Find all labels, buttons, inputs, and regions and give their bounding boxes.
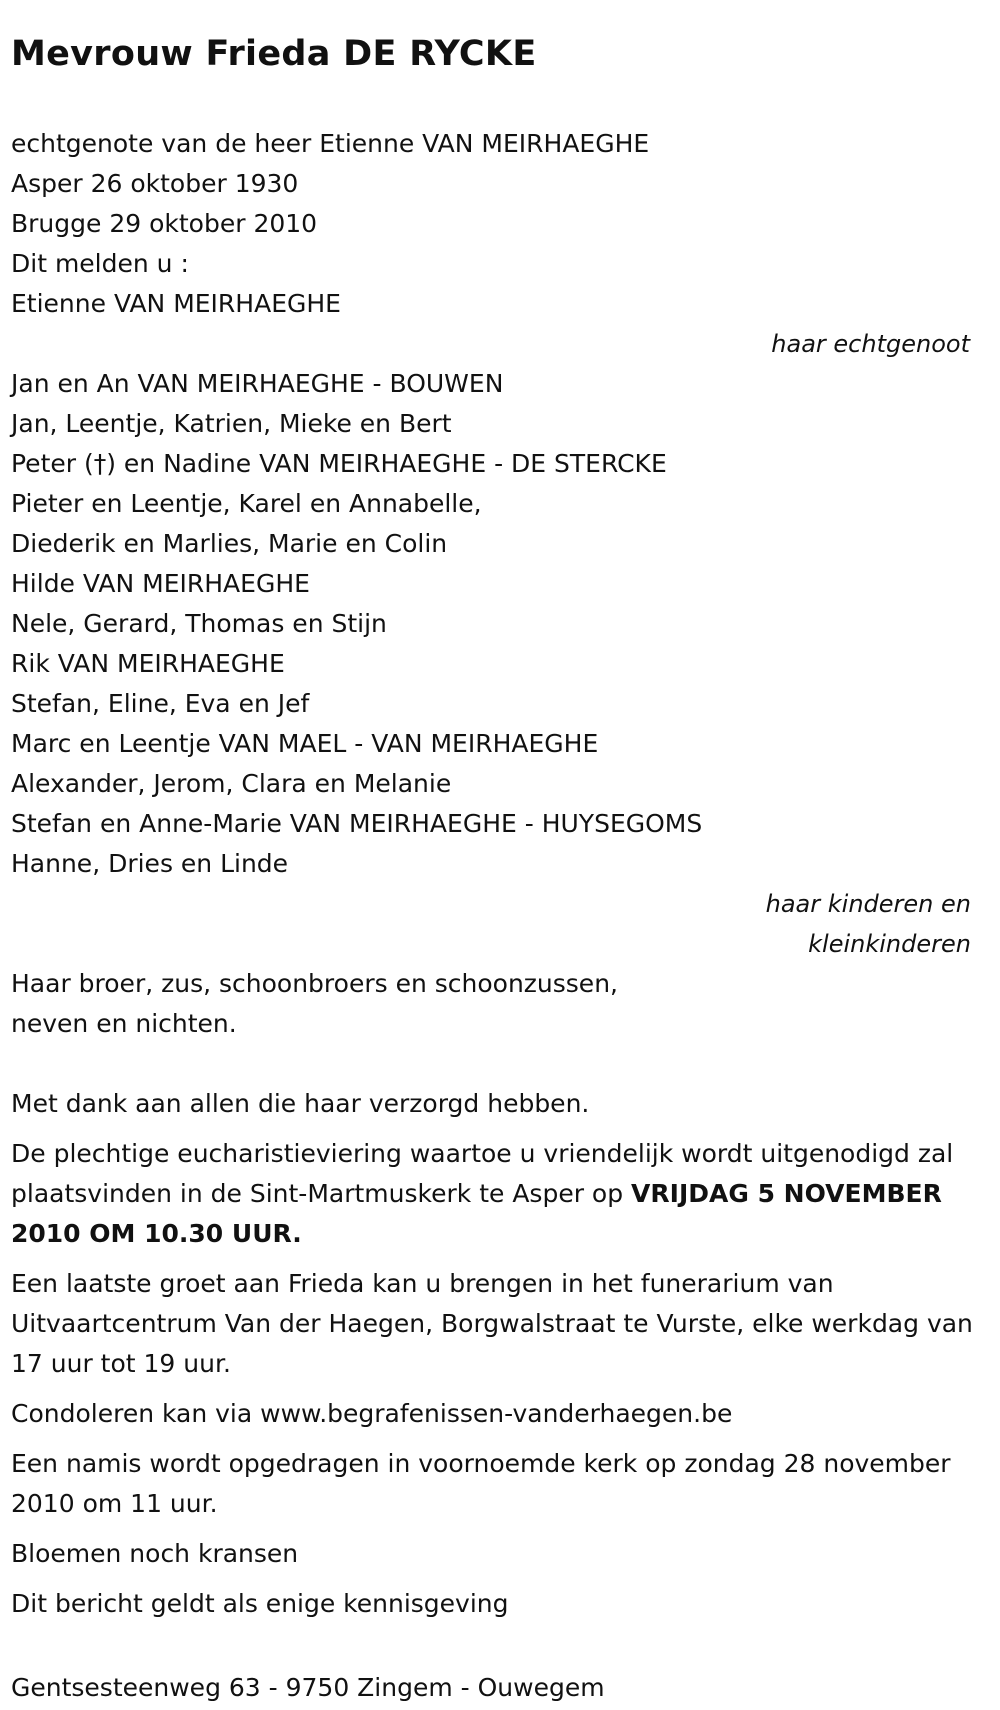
- ceremony-text: De plechtige eucharistieviering waartoe u vriendelijk wordt uitgenodigd zal plaatsvinden in de Sint-Martmuskerk te Asper op: [11, 1139, 954, 1208]
- birth-date-line: Asper 26 oktober 1930: [11, 169, 299, 198]
- family-line: Rik VAN MEIRHAEGHE: [11, 649, 285, 678]
- thanks-paragraph: Met dank aan allen die haar verzorgd hebben.: [11, 1089, 590, 1118]
- condolences-paragraph: Condoleren kan via www.begrafenissen-vanderhaegen.be: [11, 1399, 733, 1428]
- page-title: Mevrouw Frieda DE RYCKE: [11, 34, 537, 74]
- section-spacer: [11, 1044, 990, 1084]
- spouse-relation: haar echtgenoot: [771, 330, 970, 358]
- family-line: Jan, Leentje, Katrien, Mieke en Bert: [11, 409, 452, 438]
- death-date-line: Brugge 29 oktober 2010: [11, 209, 318, 238]
- children-relation-line-2: kleinkinderen: [808, 930, 971, 958]
- family-line: Nele, Gerard, Thomas en Stijn: [11, 609, 387, 638]
- ceremony-date-time: VRIJDAG 5 NOVEMBER 2010 OM 10.30 UUR.: [11, 1179, 942, 1248]
- notice-paragraph: Dit bericht geldt als enige kennisgeving: [11, 1589, 509, 1618]
- extended-family-line-2: neven en nichten.: [11, 1009, 237, 1038]
- spouse-block: [11, 284, 990, 364]
- family-line: Peter (†) en Nadine VAN MEIRHAEGHE - DE STERCKE: [11, 449, 667, 478]
- announcement-intro: Dit melden u :: [11, 249, 189, 278]
- family-line: Diederik en Marlies, Marie en Colin: [11, 529, 448, 558]
- family-line: Alexander, Jerom, Clara en Melanie: [11, 769, 452, 798]
- family-line: Jan en An VAN MEIRHAEGHE - BOUWEN: [11, 369, 504, 398]
- family-line: Hilde VAN MEIRHAEGHE: [11, 569, 310, 598]
- ceremony-paragraph: [11, 1134, 990, 1254]
- family-list: [11, 364, 990, 884]
- flowers-paragraph: Bloemen noch kransen: [11, 1539, 299, 1568]
- greeting-paragraph: Een laatste groet aan Frieda kan u brengen in het funerarium van Uitvaartcentrum Van der Haegen, Borgwalstraat te Vurste, elke werkdag van 17 uur tot 19 uur.: [11, 1269, 973, 1378]
- children-relation-line-1: haar kinderen en: [765, 890, 971, 918]
- extended-family-line-1: Haar broer, zus, schoonbroers en schoonzussen,: [11, 969, 618, 998]
- family-line: Stefan, Eline, Eva en Jef: [11, 689, 310, 718]
- family-line: Hanne, Dries en Linde: [11, 849, 289, 878]
- family-line: Marc en Leentje VAN MAEL - VAN MEIRHAEGHE: [11, 729, 599, 758]
- spouse-reference-line: echtgenote van de heer Etienne VAN MEIRHAEGHE: [11, 129, 650, 158]
- mass-paragraph: Een namis wordt opgedragen in voornoemde kerk op zondag 28 november 2010 om 11 uur.: [11, 1449, 951, 1518]
- spouse-name: Etienne VAN MEIRHAEGHE: [11, 289, 341, 318]
- family-line: Stefan en Anne-Marie VAN MEIRHAEGHE - HUYSEGOMS: [11, 809, 703, 838]
- family-line: Pieter en Leentje, Karel en Annabelle,: [11, 489, 482, 518]
- footer-address: Gentsesteenweg 63 - 9750 Zingem - Ouwegem: [11, 1673, 605, 1702]
